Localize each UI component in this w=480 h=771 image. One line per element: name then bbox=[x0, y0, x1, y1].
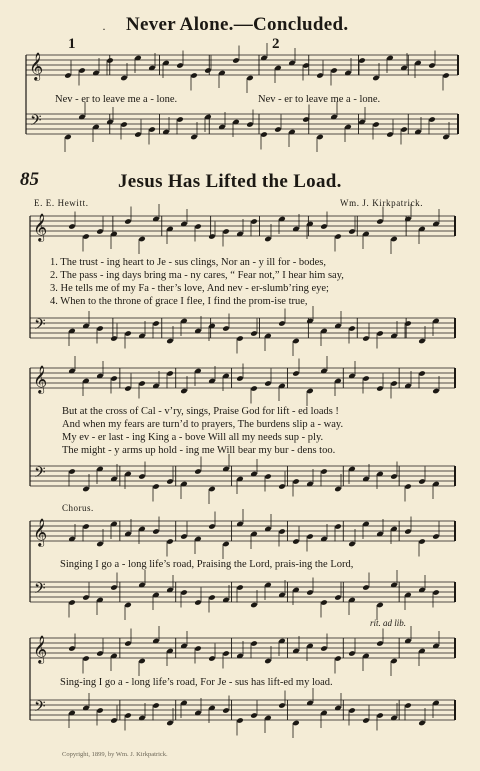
treble-clef: 𝄞 bbox=[33, 635, 48, 663]
first-ending-mark: 1 bbox=[68, 36, 76, 52]
chorus-lyric-line: Singing I go a - long life’s road, Praising the Lord, prais-ing the Lord, bbox=[60, 559, 354, 570]
second-ending-mark: 2 bbox=[272, 36, 280, 52]
bass-clef: 𝄢 bbox=[34, 580, 46, 601]
bass-clef: 𝄢 bbox=[30, 112, 42, 133]
tempo-marking: rit. ad lib. bbox=[370, 618, 407, 628]
verse-lyric-line: My ev - er last - ing King a - bove Will all my needs sup - ply. bbox=[62, 432, 324, 443]
dot-mark: · bbox=[102, 22, 106, 36]
chorus-lyric-line: Sing-ing I go a - long life’s road, For Je - sus has lift-ed my load. bbox=[60, 677, 333, 688]
previous-hymn-lyric: Nev - er to leave me a - lone. bbox=[55, 94, 178, 105]
bass-clef: 𝄢 bbox=[34, 464, 46, 485]
verse-lyric-line: The might - y arms up hold - ing me Will bear my bur - dens too. bbox=[62, 445, 336, 456]
bass-clef: 𝄢 bbox=[34, 316, 46, 337]
previous-hymn-title: Never Alone.—Concluded. bbox=[126, 14, 349, 35]
treble-clef: 𝄞 bbox=[33, 365, 48, 393]
composer-credit: Wm. J. Kirkpatrick. bbox=[340, 198, 424, 208]
copyright-notice: Copyright, 1899, by Wm. J. Kirkpatrick. bbox=[62, 751, 168, 758]
lyricist-credit: E. E. Hewitt. bbox=[34, 198, 89, 208]
verse-lyric-line: 4. When to the throne of grace I flee, I find the prom-ise true, bbox=[50, 296, 308, 307]
treble-clef: 𝄞 bbox=[33, 518, 48, 546]
previous-hymn-lyric: Nev - er to leave me a - lone. bbox=[258, 94, 381, 105]
verse-lyric-line: But at the cross of Cal - v’ry, sings, Praise God for lift - ed loads ! bbox=[62, 406, 339, 417]
verse-lyric-line: 3. He tells me of my Fa - ther’s love, And nev - er-slumb’ring eye; bbox=[50, 283, 329, 294]
verse-lyric-line: 2. The pass - ing days bring ma - ny cares, “ Fear not,” I hear him say, bbox=[50, 270, 344, 281]
hymn-title: Jesus Has Lifted the Load. bbox=[118, 171, 342, 192]
verse-lyric-line: 1. The trust - ing heart to Je - sus clings, Nor an - y ill for - bodes, bbox=[50, 257, 326, 268]
hymn-number: 85 bbox=[20, 169, 39, 190]
bass-clef: 𝄢 bbox=[34, 698, 46, 719]
verse-lyric-line: And when my fears are turn’d to prayers, The burdens slip a - way. bbox=[62, 419, 344, 430]
treble-clef: 𝄞 bbox=[33, 213, 48, 241]
chorus-label: Chorus. bbox=[62, 503, 94, 513]
treble-clef: 𝄞 bbox=[29, 52, 44, 80]
